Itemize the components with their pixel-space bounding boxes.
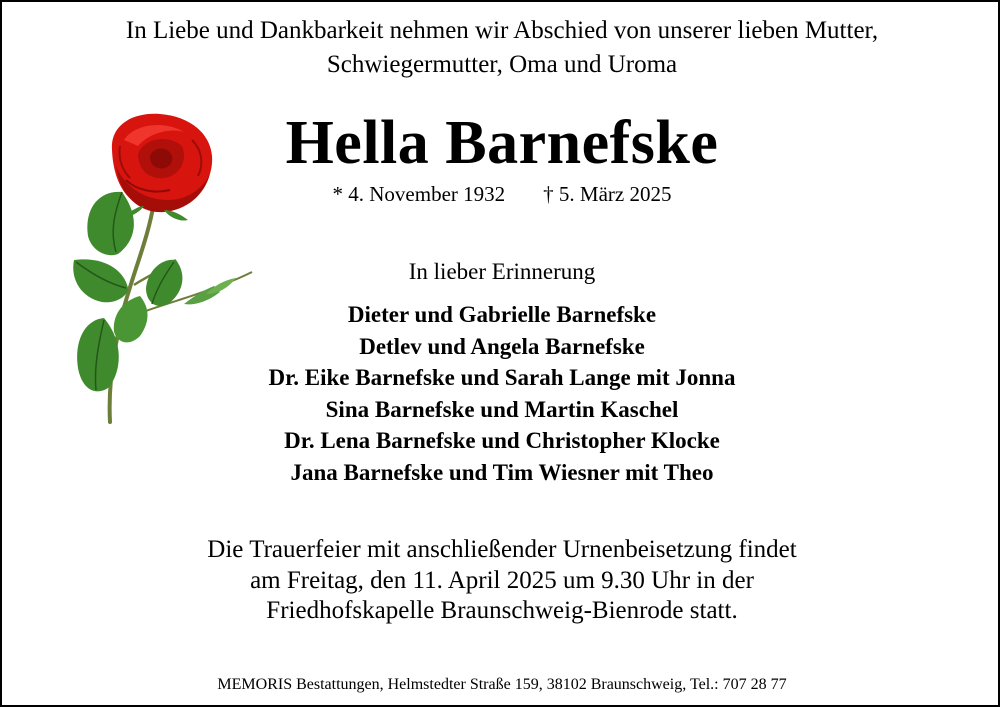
family-member: Dieter und Gabrielle Barnefske [347,302,657,327]
family-member: Jana Barnefske und Tim Wiesner mit Theo [290,459,714,485]
red-rose-icon [64,110,254,426]
deceased-name: Hella Barnefske [285,109,719,177]
intro-line-2: Schwiegermutter, Oma und Uroma [326,51,678,78]
intro-line-1: In Liebe und Dankbarkeit nehmen wir Abschied von unserer lieben Mutter, [125,17,879,44]
ceremony-line-1: Die Trauerfeier mit anschließender Urnenbeisetzung findet [207,536,797,563]
memory-heading: In lieber Erinnerung [408,259,596,284]
family-member: Dr. Eike Barnefske und Sarah Lange mit Jonna [268,365,736,390]
ceremony-info [2,535,1000,627]
family-member: Detlev und Angela Barnefske [359,333,645,359]
ceremony-line-3: Friedhofskapelle Braunschweig-Bienrode statt. [266,597,738,624]
death-date: † 5. März 2025 [543,182,672,206]
family-member: Dr. Lena Barnefske und Christopher Klocke [284,428,720,453]
birth-date: * 4. November 1932 [332,182,506,206]
funeral-home-footer: MEMORIS Bestattungen, Helmstedter Straße 159, 38102 Braunschweig, Tel.: 707 28 77 [217,676,787,693]
intro-text [2,14,1000,82]
ceremony-line-2: am Freitag, den 11. April 2025 um 9.30 Uhr in der [250,566,754,594]
family-member: Sina Barnefske und Martin Kaschel [325,396,679,422]
